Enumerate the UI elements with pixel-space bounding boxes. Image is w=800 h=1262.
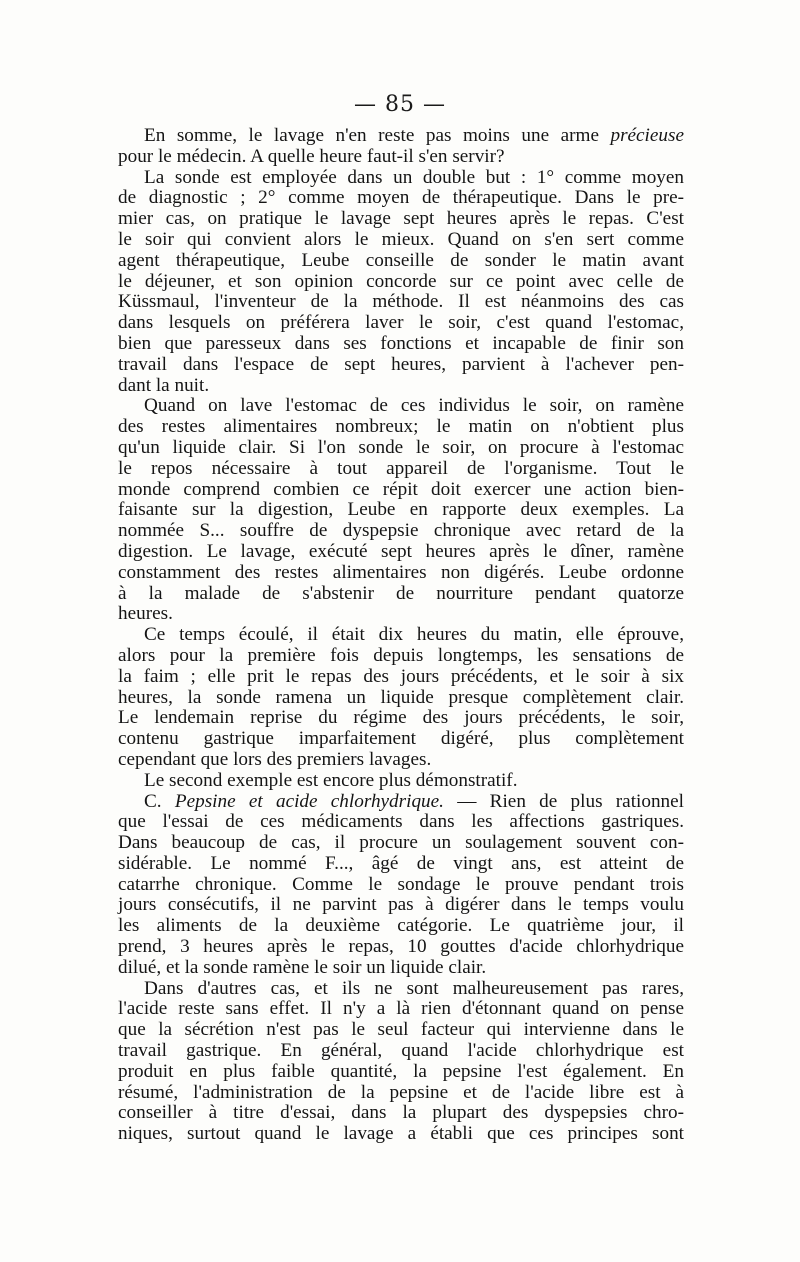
- text-line-segment: Le lendemain reprise du régime des jours précédents, le soir,: [118, 707, 684, 729]
- text-line-segment: En somme, le lavage n'en reste pas moins une arme: [144, 125, 611, 146]
- text-line: [118, 937, 684, 958]
- text-line-segment: prend, 3 heures après le repas, 10 gouttes d'acide chlorhydrique: [118, 936, 684, 958]
- text-line-segment: qu'un liquide clair. Si l'on sonde le soir, on procure à l'estomac: [118, 436, 684, 458]
- text-line: [118, 1124, 684, 1145]
- text-line-segment: pour le médecin. A quelle heure faut-il s'en servir?: [118, 145, 505, 167]
- text-line-segment: le repos nécessaire à tout appareil de l'organisme. Tout le: [118, 457, 684, 479]
- text-line-segment: résumé, l'administration de la pepsine et de l'acide libre est à: [118, 1081, 684, 1103]
- text-line: [118, 729, 684, 750]
- text-line: [118, 209, 684, 230]
- text-line: [118, 168, 684, 189]
- text-line: [118, 979, 684, 1000]
- text-line-segment: niques, surtout quand le lavage a établi que ces principes sont: [118, 1123, 684, 1145]
- text-line: [118, 833, 684, 854]
- text-line-segment: la faim ; elle prit le repas des jours précédents, et le soir à six: [118, 665, 684, 687]
- text-line: [118, 542, 684, 563]
- text-line-segment: conseiller à titre d'essai, dans la plupart des dyspepsies chro-: [118, 1102, 684, 1124]
- text-line-segment: Le second exemple est encore plus démonstratif.: [144, 769, 518, 791]
- text-line: [118, 895, 684, 916]
- text-line: [118, 251, 684, 272]
- text-line-segment: catarrhe chronique. Comme le sondage le prouve pendant trois: [118, 873, 684, 895]
- text-line-segment: agent thérapeutique, Leube conseille de sonder le matin avant: [118, 249, 684, 271]
- text-line: [118, 584, 684, 605]
- text-line-segment: les aliments de la deuxième catégorie. Le quatrième jour, il: [118, 915, 684, 937]
- text-line-segment: bien que paresseux dans ses fonctions et incapable de finir son: [118, 332, 684, 354]
- text-line: [118, 875, 684, 896]
- text-line: [118, 188, 684, 209]
- text-line-segment: jours consécutifs, il ne parvint pas à digérer dans le temps voulu: [118, 894, 684, 916]
- text-line-segment: constamment des restes alimentaires non digérés. Leube ordonne: [118, 561, 684, 583]
- text-line: [118, 355, 684, 376]
- text-line: [118, 688, 684, 709]
- text-line-segment: travail gastrique. En général, quand l'acide chlorhydrique est: [118, 1040, 684, 1062]
- text-line: [118, 376, 684, 397]
- text-line-segment: dant la nuit.: [118, 374, 210, 396]
- text-line: [118, 999, 684, 1020]
- text-line: [118, 417, 684, 438]
- text-line-segment: Küssmaul, l'inventeur de la méthode. Il est néanmoins des cas: [118, 291, 684, 313]
- text-line: [118, 708, 684, 729]
- text-line: [118, 1103, 684, 1124]
- text-line-segment: travail dans l'espace de sept heures, parvient à l'achever pen-: [118, 353, 684, 375]
- text-line-segment: le soir qui convient alors le mieux. Quand on s'en sert comme: [118, 228, 684, 250]
- text-line: [118, 313, 684, 334]
- text-line-segment: contenu gastrique imparfaitement digéré, plus complètement: [118, 728, 684, 750]
- text-line: [118, 500, 684, 521]
- text-line-segment: dilué, et la sonde ramène le soir un liquide clair.: [118, 956, 487, 978]
- text-line: [118, 1083, 684, 1104]
- text-line: [118, 604, 684, 625]
- text-line-segment: des restes alimentaires nombreux; le matin on n'obtient plus: [118, 416, 684, 438]
- text-line-segment: dans lesquels on préférera laver le soir, c'est quand l'estomac,: [118, 312, 684, 334]
- text-line: [118, 667, 684, 688]
- text-line: [118, 272, 684, 293]
- text-line: [118, 854, 684, 875]
- text-line: [118, 126, 684, 147]
- text-line-segment: heures, la sonde ramena un liquide presque complètement clair.: [118, 686, 684, 708]
- text-line-segment: alors pour la première fois depuis longtemps, les sensations de: [118, 644, 684, 666]
- italic-text: Pepsine et acide chlorhydrique.: [174, 790, 444, 812]
- text-line: [118, 916, 684, 937]
- text-line-segment: à la malade de s'abstenir de nourriture pendant quatorze: [118, 582, 684, 604]
- text-line: [118, 459, 684, 480]
- text-line-segment: faisante sur la digestion, Leube en rapporte deux exemples. La: [118, 499, 684, 521]
- text-line: [118, 646, 684, 667]
- text-line-segment: C.: [144, 790, 175, 812]
- text-line: [118, 750, 684, 771]
- italic-text: précieuse: [610, 125, 684, 146]
- text-line: [118, 1020, 684, 1041]
- body-text: [118, 126, 684, 1145]
- text-line-segment: monde comprend combien ce répit doit exercer une action bien-: [118, 478, 684, 500]
- text-line-segment: mier cas, on pratique le lavage sept heures après le repas. C'est: [118, 208, 684, 230]
- text-line: [118, 1062, 684, 1083]
- text-line: [118, 521, 684, 542]
- text-line: [118, 230, 684, 251]
- text-line: [118, 771, 684, 792]
- text-line: [118, 292, 684, 313]
- text-line: [118, 1041, 684, 1062]
- text-line-segment: Dans d'autres cas, et ils ne sont malheureusement pas rares,: [144, 977, 684, 999]
- text-line: [118, 958, 684, 979]
- text-line-segment: Quand on lave l'estomac de ces individus le soir, on ramène: [144, 395, 684, 417]
- text-line-segment: nommée S... souffre de dyspepsie chronique avec retard de la: [118, 520, 684, 542]
- text-line-segment: heures.: [118, 603, 173, 625]
- text-line-segment: digestion. Le lavage, exécuté sept heures après le dîner, ramène: [118, 540, 684, 562]
- text-line: [118, 480, 684, 501]
- text-line-segment: le déjeuner, et son opinion concorde sur ce point avec celle de: [118, 270, 684, 292]
- text-line: [118, 147, 684, 168]
- text-line: [118, 438, 684, 459]
- text-line: [118, 792, 684, 813]
- text-line-segment: cependant que lors des premiers lavages.: [118, 748, 432, 770]
- text-line-segment: produit en plus faible quantité, la pepsine l'est également. En: [118, 1060, 684, 1082]
- text-line: [118, 396, 684, 417]
- text-line: [118, 812, 684, 833]
- text-line-segment: Ce temps écoulé, il était dix heures du matin, elle éprouve,: [144, 624, 684, 646]
- text-line-segment: que l'essai de ces médicaments dans les affections gastriques.: [118, 811, 684, 833]
- page-number: — 85 —: [354, 92, 446, 117]
- text-line-segment: de diagnostic ; 2° comme moyen de thérapeutique. Dans le pre-: [118, 187, 684, 209]
- text-line-segment: Dans beaucoup de cas, il procure un soulagement souvent con-: [118, 832, 684, 854]
- text-line-segment: que la sécrétion n'est pas le seul facteur qui intervienne dans le: [118, 1019, 684, 1041]
- text-line: [118, 625, 684, 646]
- text-line-segment: — Rien de plus rationnel: [443, 790, 684, 812]
- text-line-segment: La sonde est employée dans un double but : 1° comme moyen: [144, 166, 684, 188]
- text-line: [118, 563, 684, 584]
- text-line-segment: sidérable. Le nommé F..., âgé de vingt ans, est atteint de: [118, 852, 684, 874]
- text-line-segment: l'acide reste sans effet. Il n'y a là rien d'étonnant quand on pense: [118, 998, 684, 1020]
- text-line: [118, 334, 684, 355]
